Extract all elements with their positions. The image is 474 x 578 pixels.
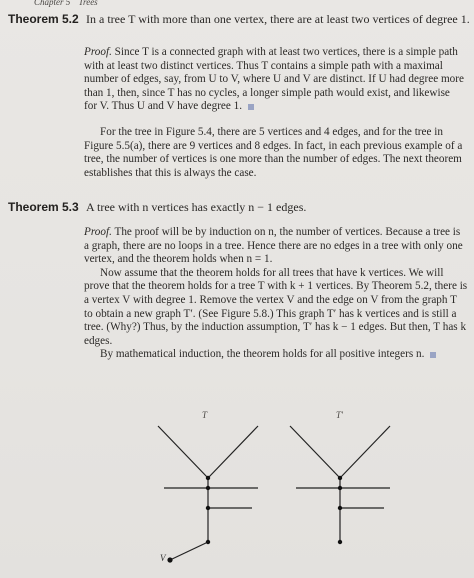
example-paragraph	[84, 126, 464, 180]
running-header	[34, 0, 104, 7]
vertex-v-label: V	[160, 553, 166, 563]
section-label: Trees	[78, 0, 98, 7]
figure-right-label: T′	[336, 410, 343, 420]
proof-5-2-text: Since T is a connected graph with at least two vertices, there is a simple path with at least two distinct vertices. Thus T contains a simple path with a maximal number of edges, say, from U to V, where U and V are distinct. If U had degree more than 1, then, since T has no cycles, a longer simple path would exist, and likewise for V. Thus U and V have degree 1.	[84, 46, 464, 113]
tree-t-prime-figure	[282, 420, 412, 570]
proof-label: Proof.	[84, 226, 112, 238]
proof-5-3	[84, 226, 468, 362]
proof-5-2	[84, 46, 464, 114]
theorem-5-3-statement: A tree with n vertices has exactly n − 1 edges.	[86, 200, 307, 214]
proof-label: Proof.	[84, 46, 112, 58]
theorem-5-2-statement: In a tree T with more than one vertex, there are at least two vertices of degree 1.	[86, 12, 470, 26]
example-paragraph-text: For the tree in Figure 5.4, there are 5 vertices and 4 edges, and for the tree in Figure 5.5(a), there are 9 vertices and 8 edges. In fact, in each previous example of a tree, the number of vertices is one more than the number of edges. The next theorem establishes that this is always the case.	[84, 126, 463, 179]
chapter-label: Chapter 5	[34, 0, 71, 7]
tree-t-figure	[150, 420, 280, 570]
proof-5-3-p3: By mathematical induction, the theorem holds for all positive integers n.	[100, 348, 425, 361]
qed-mark	[248, 104, 254, 110]
qed-mark	[430, 352, 436, 358]
tree-t-vertices	[167, 476, 210, 563]
proof-5-3-p2: Now assume that the theorem holds for all trees that have k vertices. We will prove that the theorem holds for a tree T with k + 1 vertices. By Theorem 5.2, there is a vertex V with degree 1. Remove the vertex V and the edge on V from the graph T to obtain a new graph T′. (See Figure 5.8.) This graph T′ has k vertices and is still a tree. (Why?) Thus, by the induction assumption, T′ has k − 1 edges. But then, T has k edges.	[84, 266, 468, 347]
figure-left-label: T	[202, 410, 208, 420]
proof-5-3-p1: The proof will be by induction on n, the number of vertices. Because a tree is a graph, there are no loops in a tree. Hence there are no edges in a tree with only one vertex, and the theorem holds when n = 1.	[84, 226, 463, 266]
tree-t-prime-edges	[290, 426, 390, 542]
theorem-5-3-label: Theorem 5.3	[8, 200, 79, 214]
theorem-5-2-label: Theorem 5.2	[8, 12, 79, 26]
